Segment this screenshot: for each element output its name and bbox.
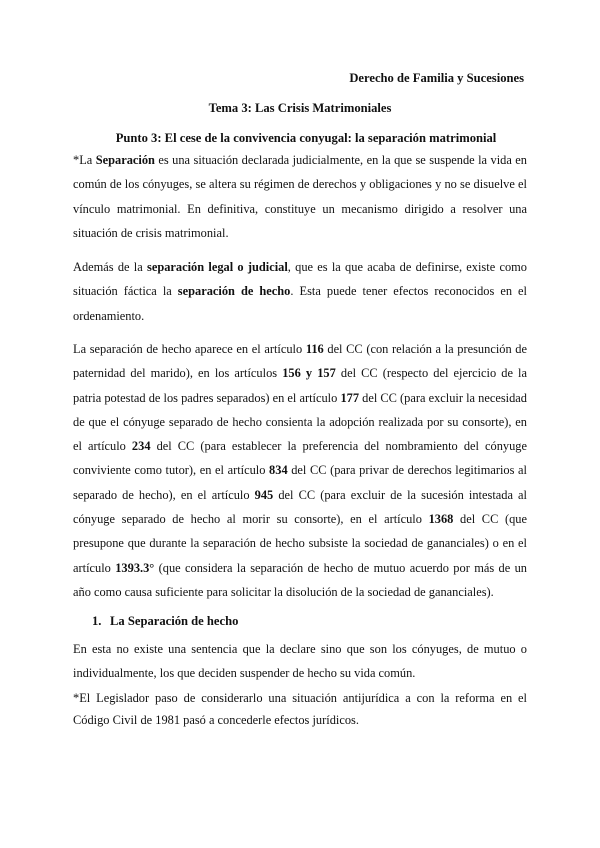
text-run: del CC (respecto del ejercicio de la patria potestad de los padres separados) en el artículo [73, 366, 528, 405]
text-run: La separación de hecho aparece en el artículo [73, 342, 306, 356]
article-number: 1393.3° [115, 560, 155, 575]
article-number: 945 [254, 487, 274, 502]
paragraph-legal-articles [73, 337, 527, 604]
article-number: 834 [269, 463, 288, 478]
section-title: La Separación de hecho [110, 614, 239, 628]
text-run: del CC (que presupone que durante la separación de hecho subsiste la sociedad de gananciales) o en el artículo [73, 512, 528, 575]
paragraph-separation-types [73, 255, 527, 328]
text-run: del CC (para establecer la preferencia del nombramiento del cónyuge conviviente como tutor), en el artículo [73, 439, 527, 478]
subject-header: Derecho de Familia y Sucesiones [349, 71, 524, 85]
text-run: (que considera la separación de hecho de mutuo acuerdo por más de un año como causa suficiente para solicitar la disolución de la sociedad de gananciales). [73, 560, 527, 599]
article-number: 177 [340, 390, 360, 405]
article-number: 116 [305, 342, 324, 356]
point-title: Punto 3: El cese de la convivencia conyugal: la separación matrimonial [115, 131, 497, 145]
text-run: del CC (para excluir la necesidad de que el cónyuge separado de hecho consienta la adopción realizada por su consorte), en el artículo [73, 390, 527, 454]
text-run: Además de la [73, 260, 147, 274]
bold-term: separación legal o judicial [147, 260, 288, 274]
text-run: . Esta puede tener efectos reconocidos en el ordenamiento. [73, 284, 527, 323]
text-run: es una situación declarada judicialmente, en la que se suspende la vida en común de los cónyuges, se altera su régimen de derechos y obligaciones y no se disuelve el vínculo matrimonial. En definitiva, constituye un mecanismo dirigido a resolver una situación de crisis matrimonial. [73, 153, 527, 240]
text-run: , que es la que acaba de definirse, existe como situación fáctica la [73, 260, 527, 299]
text-run: del CC (con relación a la presunción de paternidad del marido), en los artículos [73, 342, 527, 381]
article-number: 156 y 157 [282, 366, 336, 381]
article-number: 1368 [428, 512, 454, 527]
paragraph-separation-definition [73, 148, 527, 245]
text-run: *La [73, 153, 96, 167]
text-run: del CC (para excluir de la sucesión intestada al cónyuge separado de hecho al morir su consorte), en el artículo [73, 487, 527, 527]
paragraph-de-facto-separation: En esta no existe una sentencia que la declare sino que son los cónyuges, de mutuo o individualmente, los que deciden suspender de hecho su vida común. [73, 642, 527, 681]
section-heading [92, 614, 238, 629]
article-number: 234 [131, 439, 151, 454]
paragraph-legislator-note: *El Legislador paso de considerarlo una situación antijurídica a con la reforma en el Código Civil de 1981 pasó a concederle efectos jurídicos. [73, 691, 527, 727]
bold-term: separación de hecho [177, 284, 291, 299]
bold-term: Separación [95, 153, 155, 167]
topic-title: Tema 3: Las Crisis Matrimoniales [208, 101, 392, 115]
text-run: del CC (para privar de derechos legitimarios al separado de hecho), en el artículo [73, 463, 527, 502]
section-number: 1. [92, 614, 102, 628]
